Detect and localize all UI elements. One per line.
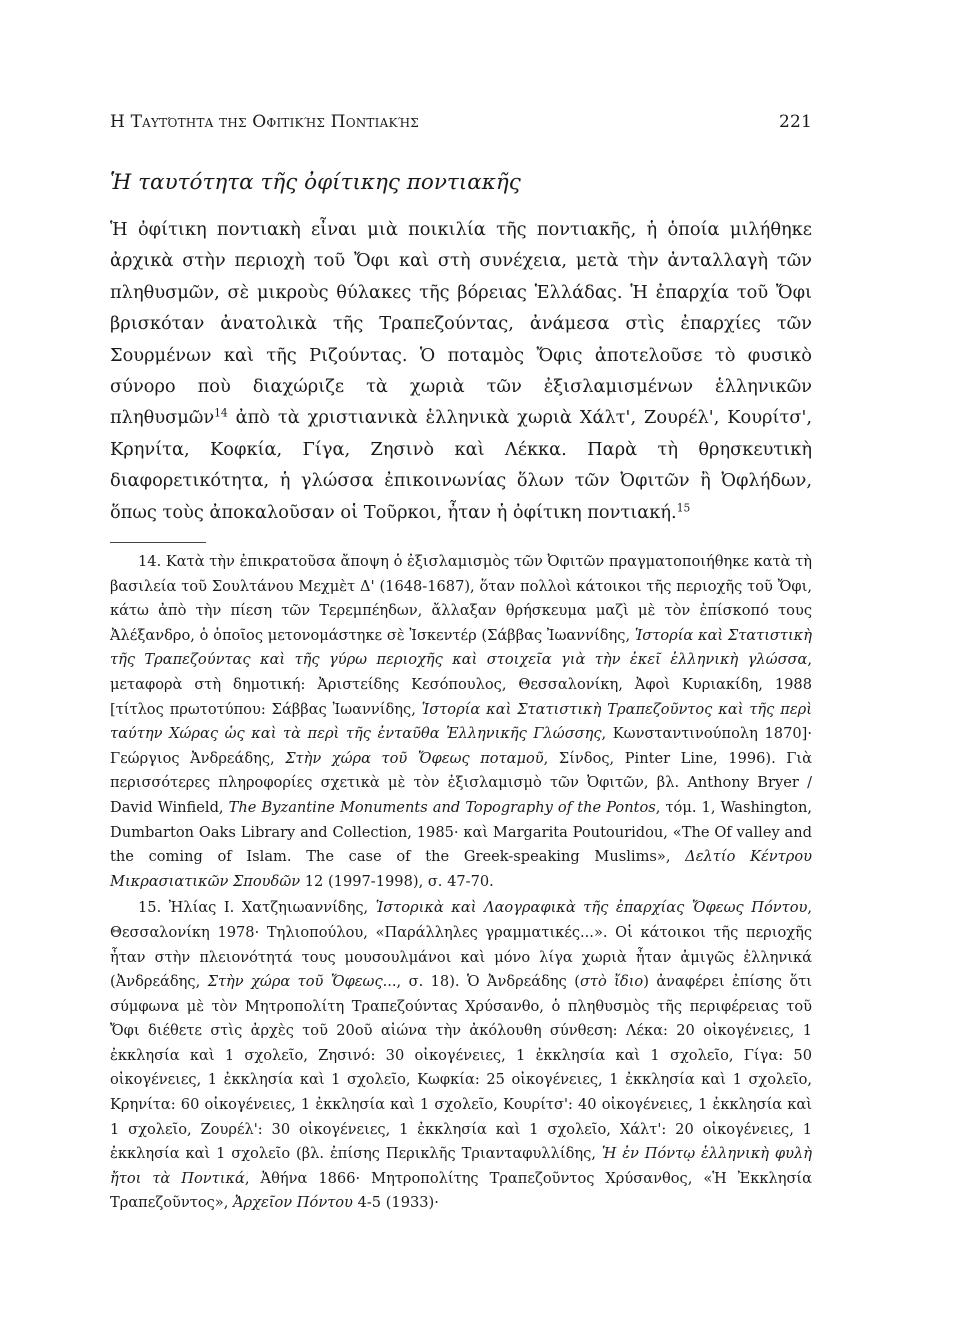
fn15-title-italic: Στὴν χώρα τοῦ Ὄφεως <box>207 973 383 991</box>
fn15-title-italic: Ἡ ἐν Πόντῳ ἑλληνικὴ φυλὴ ἤτοι τὰ Ποντικά <box>110 1145 812 1187</box>
footnote-separator <box>110 542 206 543</box>
fn14-text: , Κωνσταντινούπολη 1870]· Γεώργιος Ἀνδρεάδης, <box>110 725 812 767</box>
fn15-text: , Ἀθήνα 1866· Μητροπολίτης Τραπεζοῦντος Χρύσανθος, «Ἡ Ἐκκλησία Τραπεζοῦντος», <box>110 1169 812 1212</box>
footnote-ref-15[interactable]: 15 <box>676 501 691 515</box>
fn15-title-italic: Ἀρχεῖον Πόντου <box>233 1194 353 1212</box>
footnote-14 <box>110 550 812 894</box>
fn14-text: , τόμ. 1, Washington, Dumbarton Oaks Library and Collection, 1985· καὶ Margarita Poutouridou, «The Of valley and the coming of Islam. The case of the Greek-speaking Muslims», <box>110 798 812 866</box>
fn14-text: 12 (1997-1998), σ. 47-70. <box>300 872 494 890</box>
running-header <box>110 112 812 132</box>
footnote-15 <box>110 896 812 1216</box>
body-text-part-1: Ἡ ὀφίτικη ποντιακὴ εἶναι μιὰ ποικιλία τῆς ποντιακῆς, ἡ ὁποία μιλήθηκε ἀρχικὰ στὴν περιοχὴ τοῦ Ὄφι καὶ στὴ συνέχεια, μετὰ τὴν ἀνταλλαγὴ τῶν πληθυσμῶν, σὲ μικροὺς θύλακες τῆς βόρειας Ἑλλάδας. Ἡ ἐπαρχία τοῦ Ὄφι βρισκόταν ἀνατολικὰ τῆς Τραπεζούντας, ἀνάμεσα στὶς ἐπαρχίες τῶν Σουρμένων καὶ τῆς Ριζούντας. Ὁ ποταμὸς Ὄφις ἀποτελοῦσε τὸ φυσικὸ σύνορο ποὺ διαχώριζε τὰ χωριὰ τῶν ἐξισλαμισμένων ἑλληνικῶν πληθυσμῶν <box>110 219 812 429</box>
fn15-title-italic: στὸ ἴδιο <box>579 973 644 991</box>
fn14-text: 14. Κατὰ τὴν ἐπικρατοῦσα ἄποψη ὁ ἐξισλαμισμὸς τῶν Ὀφιτῶν πραγματοποιήθηκε κατὰ τὴ βασιλεία τοῦ Σουλτάνου Μεχμὲτ Δ' (1648-1687), ὅταν πολλοὶ κάτοικοι τῆς περιοχῆς τοῦ Ὄφι, κάτω ἀπὸ τὴν πίεση τῶν Τερεμπέηδων, ἄλλαξαν θρήσκευμα μαζὶ μὲ τὸν ἐπίσκοπό τους Ἀλέξανδρο, ὁ ὁποῖος μετονομάστηκε σὲ Ἰσκεντέρ (Σάββας Ἰωαννίδης, <box>110 553 812 644</box>
fn14-title-italic: Ἱστορία καὶ Στατιστικὴ Τραπεζοῦντος καὶ τῆς περὶ ταύτην Χώρας ὡς καὶ τὰ περὶ τῆς ἐνταῦθα Ἑλληνικῆς Γλώσσης <box>110 700 812 743</box>
fn14-title-italic: Στὴν χώρα τοῦ Ὄφεως ποταμοῦ <box>285 749 544 767</box>
running-title: Η Ταυτότητα της Οφιτικής Ποντιακής <box>110 112 419 132</box>
fn14-title-italic: Δελτίο Κέντρου Μικρασιατικῶν Σπουδῶν <box>110 848 812 890</box>
fn15-text: , Θεσσαλονίκη 1978· Τηλιοπούλου, «Παράλληλες γραμματικές...». Οἱ κάτοικοι τῆς περιοχῆς ἦταν στὴν πλειονότητά τους μουσουλμάνοι καὶ μόνο λίγα χωριὰ ἦταν ἀμιγῶς ἑλληνικά (Ἀνδρεάδης, <box>110 899 812 991</box>
fn15-text: 15. Ἠλίας Ι. Χατζηιωαννίδης, <box>138 899 376 917</box>
page-number: 221 <box>778 112 812 132</box>
fn15-title-italic: Ἱστορικὰ καὶ Λαογραφικὰ τῆς ἐπαρχίας Ὄφεως Πόντου <box>375 899 808 917</box>
fn14-text: , μεταφορὰ στὴ δημοτική: Ἀριστείδης Κεσόπουλος, Θεσσαλονίκη, Ἀφοὶ Κυριακίδη, 1988 [τίτλος πρωτοτύπου: Σάββας Ἰωαννίδης, <box>110 651 812 718</box>
footnotes <box>110 550 812 1216</box>
fn15-text: 4-5 (1933)· <box>352 1194 439 1212</box>
fn14-text: , Σίνδος, Pinter Line, 1996). Γιὰ περισσότερες πληροφορίες σχετικὰ μὲ τὸν ἐξισλαμισμὸ τῶν Ὀφιτῶν, βλ. Anthony Bryer / David Winfield, <box>110 749 813 816</box>
fn14-title-italic: The Byzantine Monuments and Topography of the Pontos <box>228 798 656 816</box>
section-title: Ἡ ταυτότητα τῆς ὀφίτικης ποντιακῆς <box>110 170 521 195</box>
fn15-text: ) ἀναφέρει ἐπίσης ὅτι σύμφωνα μὲ τὸν Μητροπολίτη Τραπεζούντας Χρύσανθο, ὁ πληθυσμὸς τῆς περιφέρειας τοῦ Ὄφι διέθετε στὶς ἀρχὲς τοῦ 20οῦ αἰώνα τὴν ἀκόλουθη σύνθεση: Λέκα: 20 οἰκογένειες, 1 ἐκκλησία καὶ 1 σχολεῖο, Ζησινό: 30 οἰκογένειες, 1 ἐκκλησία καὶ 1 σχολεῖο, Γίγα: 50 οἰκογένειες, 1 ἐκκλησία καὶ 1 σχολεῖο, Κωφκία: 25 οἰκογένειες, 1 ἐκκλησία καὶ 1 σχολεῖο, Κρηνίτα: 60 οἰκογένειες, 1 ἐκκλησία καὶ 1 σχολεῖο, Κουρίτσ': 40 οἰκογένειες, 1 ἐκκλησία καὶ 1 σχολεῖο, Ζουρέλ': 30 οἰκογένειες, 1 ἐκκλησία καὶ 1 σχολεῖο, Χάλτ': 20 οἰκογένειες, 1 ἐκκλησία καὶ 1 σχολεῖο (βλ. ἐπίσης Περικλῆς Τριανταφυλλίδης, <box>110 973 812 1163</box>
footnote-ref-14[interactable]: 14 <box>214 407 228 421</box>
body-text-part-2: ἀπὸ τὰ χριστιανικὰ ἑλληνικὰ χωριὰ Χάλτ', Ζουρέλ', Κουρίτσ', Κρηνίτα, Κοφκία, Γίγα, Ζησινὸ καὶ Λέκκα. Παρὰ τὴ θρησκευτικὴ διαφορετικότητα, ἡ γλώσσα ἐπικοινωνίας ὅλων τῶν Ὀφιτῶν ἢ Ὀφλήδων, ὅπως τοὺς ἀποκαλοῦσαν οἱ Τοῦρκοι, ἦταν ἡ ὀφίτικη ποντιακή. <box>110 407 812 523</box>
body-paragraph <box>110 214 812 528</box>
fn14-title-italic: Ἱστορία καὶ Στατιστικὴ τῆς Τραπεζούντας καὶ τῆς γύρω περιοχῆς καὶ στοιχεῖα γιὰ τὴν ἐκεῖ ἑλληνικὴ γλώσσα <box>110 626 812 669</box>
fn15-text: ..., σ. 18). Ὁ Ἀνδρεάδης ( <box>382 973 580 991</box>
